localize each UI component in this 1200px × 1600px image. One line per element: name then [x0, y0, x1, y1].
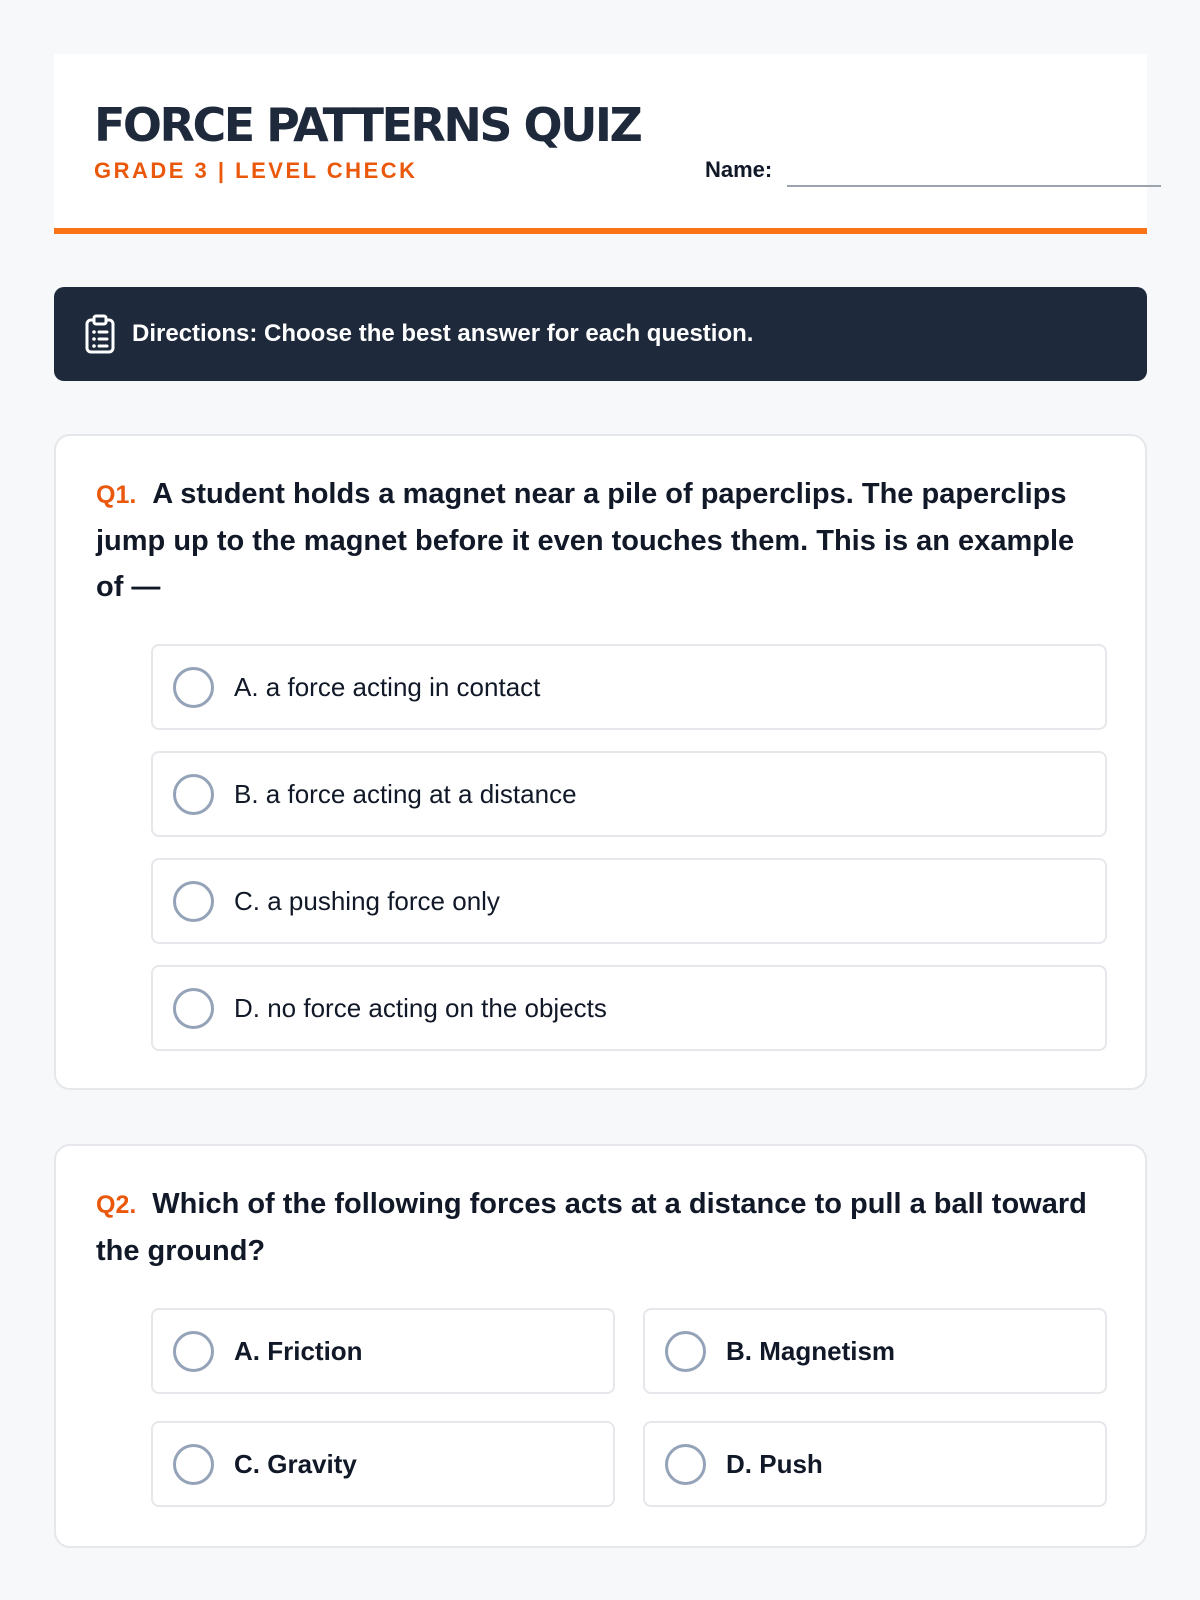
question-number: Q1. — [96, 481, 137, 509]
question-number: Q2. — [96, 1191, 137, 1219]
name-field-line[interactable] — [787, 185, 1161, 187]
answer-option-c[interactable] — [151, 1421, 615, 1507]
answer-option-d[interactable] — [151, 965, 1107, 1051]
radio-button[interactable] — [173, 988, 214, 1029]
name-label: Name: — [705, 157, 773, 182]
answer-option-b[interactable] — [643, 1308, 1107, 1394]
radio-button[interactable] — [665, 1331, 706, 1372]
radio-button[interactable] — [173, 1444, 214, 1485]
question-text — [96, 1181, 1105, 1274]
question-text — [96, 471, 1105, 610]
question-prompt: A student holds a magnet near a pile of paperclips. The paperclips jump up to the magnet before it even touches them. This is an example of — — [96, 478, 1075, 603]
question-prompt: Which of the following forces acts at a distance to pull a ball toward the ground? — [96, 1188, 1087, 1267]
directions-text: Directions: Choose the best answer for each question. — [132, 320, 754, 347]
quiz-header — [54, 54, 1147, 234]
radio-button[interactable] — [665, 1444, 706, 1485]
radio-button[interactable] — [173, 881, 214, 922]
page-title: FORCE PATTERNS QUIZ — [94, 98, 641, 152]
option-label: C. a pushing force only — [234, 885, 500, 916]
option-label: A. Friction — [234, 1335, 363, 1366]
radio-button[interactable] — [173, 1331, 214, 1372]
clipboard-icon — [84, 314, 116, 354]
option-label: C. Gravity — [234, 1448, 357, 1479]
answer-option-d[interactable] — [643, 1421, 1107, 1507]
page-subtitle: GRADE 3 | LEVEL CHECK — [94, 158, 418, 183]
answer-option-a[interactable] — [151, 1308, 615, 1394]
option-label: B. Magnetism — [726, 1335, 896, 1366]
question-card-1 — [54, 434, 1147, 1090]
answer-option-c[interactable] — [151, 858, 1107, 944]
directions-banner — [54, 287, 1147, 381]
question-card-2 — [54, 1144, 1147, 1548]
option-label: A. a force acting in contact — [234, 671, 541, 702]
option-label: B. a force acting at a distance — [234, 778, 577, 809]
option-label: D. no force acting on the objects — [234, 992, 607, 1023]
answer-option-a[interactable] — [151, 644, 1107, 730]
option-label: D. Push — [726, 1448, 823, 1479]
radio-button[interactable] — [173, 774, 214, 815]
radio-button[interactable] — [173, 667, 214, 708]
answer-option-b[interactable] — [151, 751, 1107, 837]
